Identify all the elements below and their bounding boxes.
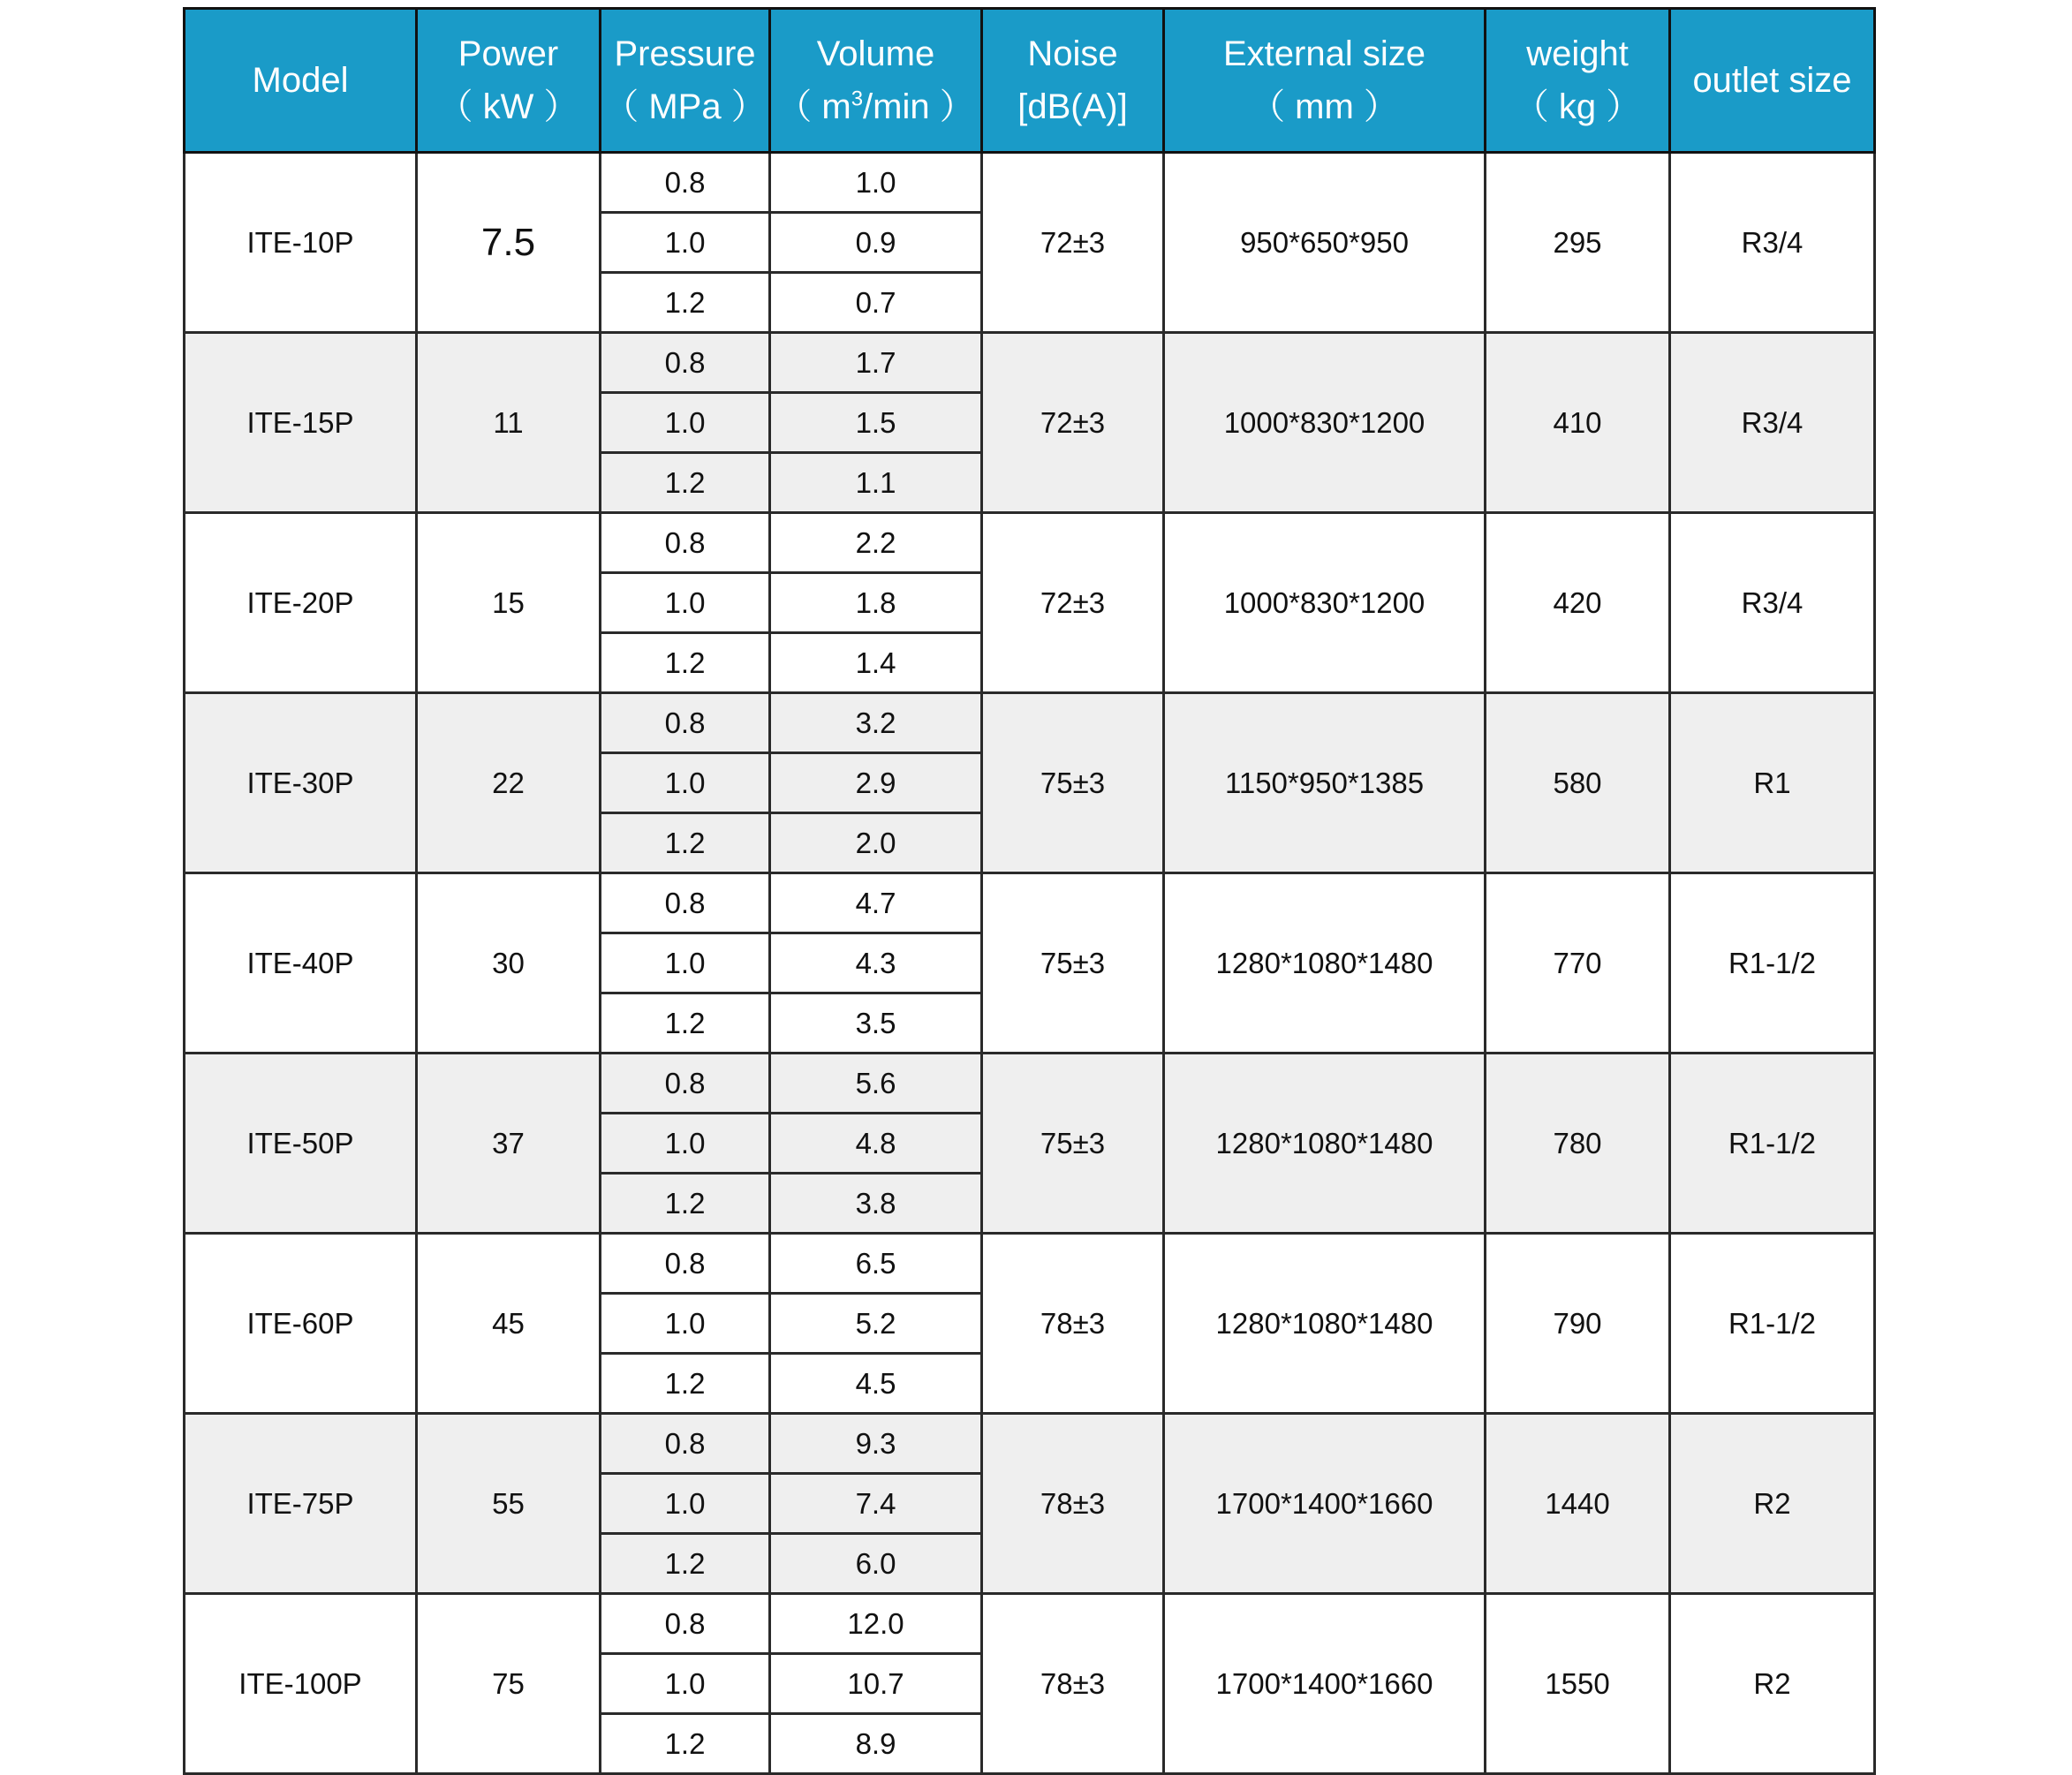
volume-cell: 6.5 [770,1234,982,1294]
volume-cell: 4.5 [770,1354,982,1414]
pressure-cell: 1.2 [601,1534,770,1594]
outlet-size-cell: R3/4 [1670,153,1875,333]
volume-cell: 2.0 [770,813,982,873]
volume-cell: 7.4 [770,1474,982,1534]
pressure-cell: 1.0 [601,933,770,993]
volume-cell: 1.7 [770,333,982,393]
model-cell: ITE-100P [185,1594,417,1774]
outlet-size-cell: R3/4 [1670,333,1875,513]
external-size-cell: 1280*1080*1480 [1164,873,1486,1054]
weight-cell: 780 [1486,1054,1670,1234]
noise-cell: 72±3 [982,153,1164,333]
header-volume-label: Volume [816,34,935,73]
header-model [185,9,417,153]
weight-cell: 295 [1486,153,1670,333]
table-header [185,9,1875,153]
table-row [185,1234,1875,1294]
external-size-cell: 1150*950*1385 [1164,693,1486,873]
pressure-cell: 1.0 [601,1474,770,1534]
header-external-size-unit: （ mm ） [1250,87,1399,126]
power-cell: 55 [417,1414,601,1594]
table-row [185,873,1875,933]
header-weight-label: weight [1526,34,1629,73]
power-cell: 11 [417,333,601,513]
volume-cell: 3.2 [770,693,982,753]
volume-cell: 4.8 [770,1114,982,1174]
volume-cell: 4.3 [770,933,982,993]
header-volume-unit-post: /min ） [863,87,975,126]
power-cell: 30 [417,873,601,1054]
volume-cell: 1.1 [770,453,982,513]
weight-cell: 790 [1486,1234,1670,1414]
volume-cell: 1.0 [770,153,982,213]
pressure-cell: 1.0 [601,393,770,453]
table-row [185,693,1875,753]
model-cell: ITE-15P [185,333,417,513]
outlet-size-cell: R2 [1670,1414,1875,1594]
header-power-label: Power [458,34,559,73]
outlet-size-cell: R2 [1670,1594,1875,1774]
volume-cell: 0.9 [770,213,982,273]
noise-cell: 78±3 [982,1414,1164,1594]
volume-cell: 2.9 [770,753,982,813]
outlet-size-cell: R1-1/2 [1670,1054,1875,1234]
model-cell: ITE-40P [185,873,417,1054]
header-external-size [1164,9,1486,153]
weight-cell: 420 [1486,513,1670,693]
noise-cell: 72±3 [982,513,1164,693]
outlet-size-cell: R3/4 [1670,513,1875,693]
noise-cell: 78±3 [982,1234,1164,1414]
table-row [185,1594,1875,1654]
header-volume-unit-sup: 3 [851,87,864,111]
external-size-cell: 1700*1400*1660 [1164,1414,1486,1594]
header-volume-unit [771,80,980,133]
pressure-cell: 1.2 [601,273,770,333]
header-noise-label: Noise [1027,34,1118,73]
volume-cell: 3.8 [770,1174,982,1234]
pressure-cell: 1.0 [601,573,770,633]
volume-cell: 10.7 [770,1654,982,1714]
volume-cell: 3.5 [770,993,982,1054]
weight-cell: 1440 [1486,1414,1670,1594]
header-noise-unit: [dB(A)] [1017,87,1128,126]
model-cell: ITE-30P [185,693,417,873]
external-size-cell: 1700*1400*1660 [1164,1594,1486,1774]
power-cell: 37 [417,1054,601,1234]
noise-cell: 75±3 [982,1054,1164,1234]
weight-cell: 410 [1486,333,1670,513]
pressure-cell: 1.0 [601,213,770,273]
table-row [185,513,1875,573]
volume-cell: 4.7 [770,873,982,933]
header-power-unit: （ kW ） [437,87,579,126]
outlet-size-cell: R1-1/2 [1670,1234,1875,1414]
noise-cell: 75±3 [982,873,1164,1054]
noise-cell: 75±3 [982,693,1164,873]
header-pressure-label: Pressure [614,34,756,73]
pressure-cell: 0.8 [601,1054,770,1114]
weight-cell: 770 [1486,873,1670,1054]
weight-cell: 1550 [1486,1594,1670,1774]
pressure-cell: 1.0 [601,1294,770,1354]
header-row [185,9,1875,153]
noise-cell: 78±3 [982,1594,1164,1774]
pressure-cell: 1.0 [601,1114,770,1174]
weight-cell: 580 [1486,693,1670,873]
table-row [185,1414,1875,1474]
volume-cell: 5.6 [770,1054,982,1114]
volume-cell: 2.2 [770,513,982,573]
table-row [185,333,1875,393]
volume-cell: 1.5 [770,393,982,453]
model-cell: ITE-10P [185,153,417,333]
volume-cell: 12.0 [770,1594,982,1654]
header-volume-unit-pre: （ m [776,87,851,126]
noise-cell: 72±3 [982,333,1164,513]
pressure-cell: 0.8 [601,513,770,573]
header-noise [982,9,1164,153]
power-cell: 7.5 [417,153,601,333]
header-outlet-size [1670,9,1875,153]
power-cell: 22 [417,693,601,873]
model-cell: ITE-60P [185,1234,417,1414]
power-cell: 15 [417,513,601,693]
header-weight [1486,9,1670,153]
power-cell: 75 [417,1594,601,1774]
outlet-size-cell: R1-1/2 [1670,873,1875,1054]
volume-cell: 1.8 [770,573,982,633]
pressure-cell: 0.8 [601,153,770,213]
external-size-cell: 1000*830*1200 [1164,513,1486,693]
volume-cell: 9.3 [770,1414,982,1474]
volume-cell: 1.4 [770,633,982,693]
table-row [185,1054,1875,1114]
header-weight-unit: （ kg ） [1513,87,1642,126]
table-row [185,153,1875,213]
volume-cell: 5.2 [770,1294,982,1354]
pressure-cell: 0.8 [601,1414,770,1474]
pressure-cell: 1.0 [601,753,770,813]
pressure-cell: 0.8 [601,873,770,933]
pressure-cell: 0.8 [601,1594,770,1654]
header-model-label: Model [252,61,349,100]
header-pressure-unit: （ MPa ） [603,87,767,126]
external-size-cell: 1000*830*1200 [1164,333,1486,513]
volume-cell: 6.0 [770,1534,982,1594]
pressure-cell: 0.8 [601,333,770,393]
pressure-cell: 1.0 [601,1654,770,1714]
model-cell: ITE-20P [185,513,417,693]
external-size-cell: 1280*1080*1480 [1164,1234,1486,1414]
outlet-size-cell: R1 [1670,693,1875,873]
pressure-cell: 1.2 [601,993,770,1054]
pressure-cell: 1.2 [601,1174,770,1234]
model-cell: ITE-50P [185,1054,417,1234]
header-external-size-label: External size [1223,34,1425,73]
power-cell: 45 [417,1234,601,1414]
external-size-cell: 1280*1080*1480 [1164,1054,1486,1234]
model-cell: ITE-75P [185,1414,417,1594]
header-outlet-size-label: outlet size [1692,61,1852,100]
header-pressure [601,9,770,153]
pressure-cell: 1.2 [601,633,770,693]
pressure-cell: 1.2 [601,1714,770,1774]
spec-table [183,7,1876,1775]
external-size-cell: 950*650*950 [1164,153,1486,333]
pressure-cell: 1.2 [601,1354,770,1414]
volume-cell: 8.9 [770,1714,982,1774]
pressure-cell: 1.2 [601,453,770,513]
pressure-cell: 1.2 [601,813,770,873]
table-body [185,153,1875,1774]
header-power [417,9,601,153]
volume-cell: 0.7 [770,273,982,333]
pressure-cell: 0.8 [601,693,770,753]
pressure-cell: 0.8 [601,1234,770,1294]
header-volume [770,9,982,153]
